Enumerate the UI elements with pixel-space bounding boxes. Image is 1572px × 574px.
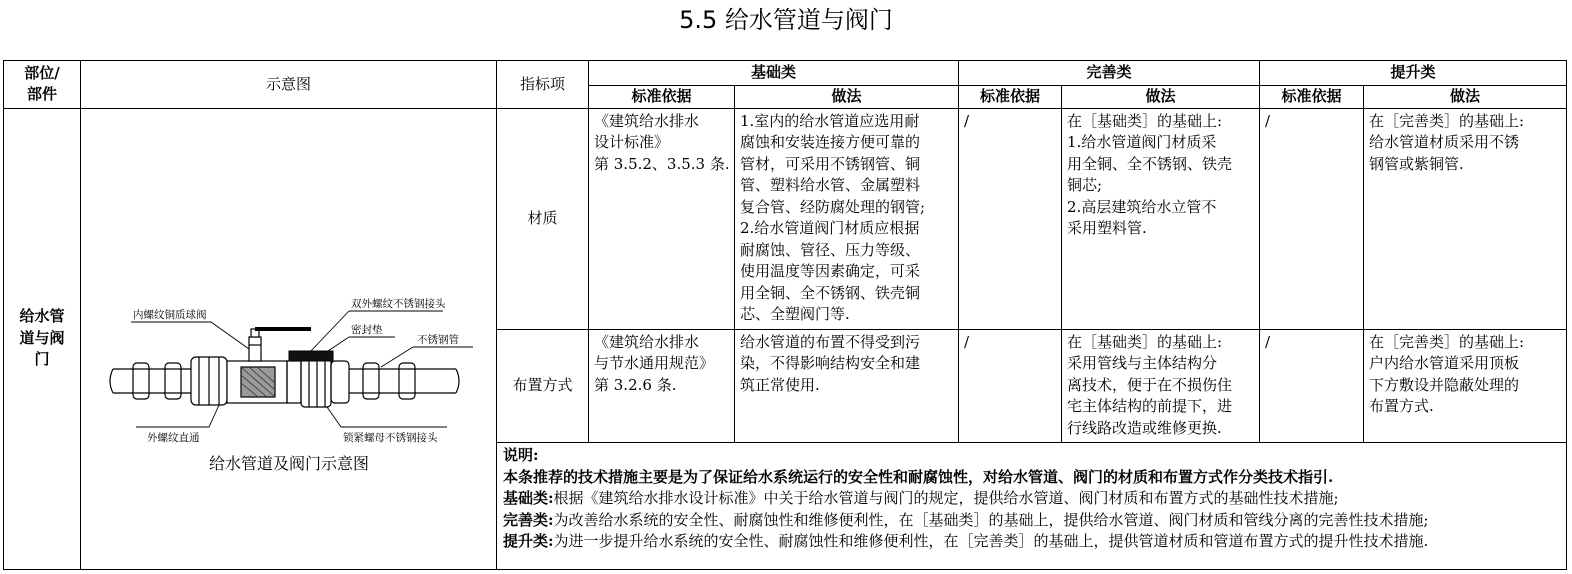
notes-enhanced bbox=[503, 531, 1562, 553]
line: 第 3.5.2、3.5.3 条. bbox=[594, 154, 730, 173]
notes-enhanced-label: 提升类: bbox=[503, 532, 554, 551]
line: 宅主体结构的前提下，进 bbox=[1067, 397, 1233, 416]
line: 芯、全塑阀门等. bbox=[740, 305, 850, 323]
header-improved-std: 标准依据 bbox=[959, 86, 1062, 109]
layout-basic-std bbox=[589, 329, 735, 442]
right-pipe bbox=[331, 361, 459, 403]
line: 腐蚀和安装连接方便可靠的 bbox=[740, 133, 921, 151]
figure-caption: 给水管道及阀门示意图 bbox=[208, 453, 369, 473]
header-enhanced-method: 做法 bbox=[1364, 86, 1567, 109]
header-diagram: 示意图 bbox=[81, 61, 497, 109]
material-enhanced-std: / bbox=[1260, 108, 1364, 329]
line: 在［基础类］的基础上: bbox=[1067, 332, 1223, 351]
header-part-label: 部位/部件 bbox=[24, 63, 60, 104]
notes-basic-text: 根据《建筑给水排水设计标准》中关于给水管道与阀门的规定，提供给水管道、阀门材质和布置方式的基础性技术措施; bbox=[553, 489, 1339, 508]
line: 行线路改造或维修更换. bbox=[1067, 418, 1222, 437]
line: 设计标准》 bbox=[594, 133, 670, 151]
label-nut-joint: 锁紧螺母不锈钢接头 bbox=[343, 431, 438, 444]
line: 《建筑给水排水 bbox=[594, 332, 700, 351]
line: 给水管道材质采用不锈 bbox=[1369, 133, 1520, 151]
notes-summary: 本条推荐的技术措施主要是为了保证给水系统运行的安全性和耐腐蚀性，对给水管道、阀门的材质和布置方式作分类技术指引. bbox=[503, 467, 1334, 486]
line: 离技术，便于在不损伤住 bbox=[1067, 375, 1233, 394]
line: 钢管或紫铜管. bbox=[1369, 154, 1464, 173]
header-basic-std: 标准依据 bbox=[589, 86, 735, 109]
notes-basic bbox=[503, 488, 1562, 510]
line: 使用温度等因素确定，可采 bbox=[740, 262, 921, 280]
header-improved: 完善类 bbox=[959, 61, 1260, 86]
line: 在［完善类］的基础上: bbox=[1369, 111, 1525, 130]
line: 1.给水管道阀门材质采 bbox=[1067, 133, 1217, 151]
page-title: 5.5 给水管道与阀门 bbox=[679, 6, 893, 34]
line: 给水管道的布置不得受到污 bbox=[740, 332, 921, 351]
material-enhanced-method bbox=[1364, 108, 1567, 329]
line: 采用塑料管. bbox=[1067, 219, 1147, 237]
layout-enhanced-method bbox=[1364, 329, 1567, 442]
ball-valve bbox=[227, 329, 311, 403]
valve-pipe-diagram bbox=[81, 249, 497, 449]
line: 2.高层建筑给水立管不 bbox=[1067, 197, 1217, 216]
line: 耐腐蚀、管径、压力等级、 bbox=[740, 240, 921, 259]
part-name bbox=[4, 108, 81, 569]
line: 户内给水管道采用顶板 bbox=[1369, 354, 1520, 373]
line: 用全铜、全不锈钢、铁壳 bbox=[1067, 154, 1233, 173]
material-basic-method bbox=[735, 108, 959, 329]
line: 下方敷设并隐蔽处理的 bbox=[1369, 375, 1520, 394]
double-thread-joint bbox=[287, 357, 331, 407]
spec-table bbox=[3, 60, 1567, 570]
line: 铜芯; bbox=[1067, 176, 1103, 194]
header-basic-method: 做法 bbox=[735, 86, 959, 109]
notes-improved bbox=[503, 510, 1562, 532]
line: 染，不得影响结构安全和建 bbox=[740, 354, 921, 373]
notes-block bbox=[497, 443, 1567, 569]
header-enhanced-std: 标准依据 bbox=[1260, 86, 1364, 109]
line: 复合管、经防腐处理的钢管; bbox=[740, 197, 926, 216]
layout-improved-method bbox=[1062, 329, 1260, 442]
layout-basic-method bbox=[735, 329, 959, 442]
label-double-joint: 双外螺纹不锈钢接头 bbox=[351, 297, 446, 310]
outer-thread-fitting bbox=[191, 357, 227, 405]
line: 第 3.2.6 条. bbox=[594, 375, 677, 394]
line: 2.给水管道阀门材质应根据 bbox=[740, 219, 920, 237]
material-improved-std: / bbox=[959, 108, 1062, 329]
header-part bbox=[4, 61, 81, 109]
line: 采用管线与主体结构分 bbox=[1067, 354, 1218, 373]
label-outer-thread: 外螺纹直通 bbox=[147, 431, 200, 444]
notes-basic-label: 基础类: bbox=[503, 489, 554, 508]
label-ball-valve: 内螺纹铜质球阀 bbox=[133, 308, 207, 321]
indicator-layout: 布置方式 bbox=[497, 329, 589, 442]
layout-improved-std: / bbox=[959, 329, 1062, 442]
indicator-material: 材质 bbox=[497, 108, 589, 329]
material-basic-std bbox=[589, 108, 735, 329]
line: 筑正常使用. bbox=[740, 375, 820, 394]
left-pipe bbox=[110, 363, 191, 399]
notes-improved-text: 为改善给水系统的安全性、耐腐蚀性和维修便利性，在［基础类］的基础上，提供给水管道、阀门材质和管线分离的完善性技术措施; bbox=[553, 510, 1429, 529]
line: 在［完善类］的基础上: bbox=[1369, 332, 1525, 351]
line: 《建筑给水排水 bbox=[594, 111, 700, 130]
notes-heading: 说明: bbox=[503, 446, 539, 465]
material-improved-method bbox=[1062, 108, 1260, 329]
notes-improved-label: 完善类: bbox=[503, 510, 554, 529]
layout-enhanced-std: / bbox=[1260, 329, 1364, 442]
line: 1.室内的给水管道应选用耐 bbox=[740, 111, 920, 130]
line: 在［基础类］的基础上: bbox=[1067, 111, 1223, 130]
header-enhanced: 提升类 bbox=[1260, 61, 1567, 86]
header-basic: 基础类 bbox=[589, 61, 959, 86]
line: 布置方式. bbox=[1369, 397, 1434, 416]
line: 用全铜、全不锈钢、铁壳铜 bbox=[740, 283, 921, 302]
label-gasket: 密封垫 bbox=[351, 323, 383, 336]
header-indicator: 指标项 bbox=[497, 61, 589, 109]
label-steel-pipe: 不锈钢管 bbox=[417, 333, 459, 346]
header-improved-method: 做法 bbox=[1062, 86, 1260, 109]
part-name-label: 给水管道与阀门 bbox=[19, 307, 65, 369]
line: 管材，可采用不锈钢管、铜 bbox=[740, 154, 921, 173]
notes-enhanced-text: 为进一步提升给水系统的安全性、耐腐蚀性和维修便利性，在［完善类］的基础上，提供管道材质和管道布置方式的提升性技术措施. bbox=[553, 532, 1429, 551]
diagram-cell bbox=[81, 108, 497, 569]
line: 管、塑料给水管、金属塑料 bbox=[740, 176, 921, 194]
line: 与节水通用规范》 bbox=[594, 354, 715, 373]
